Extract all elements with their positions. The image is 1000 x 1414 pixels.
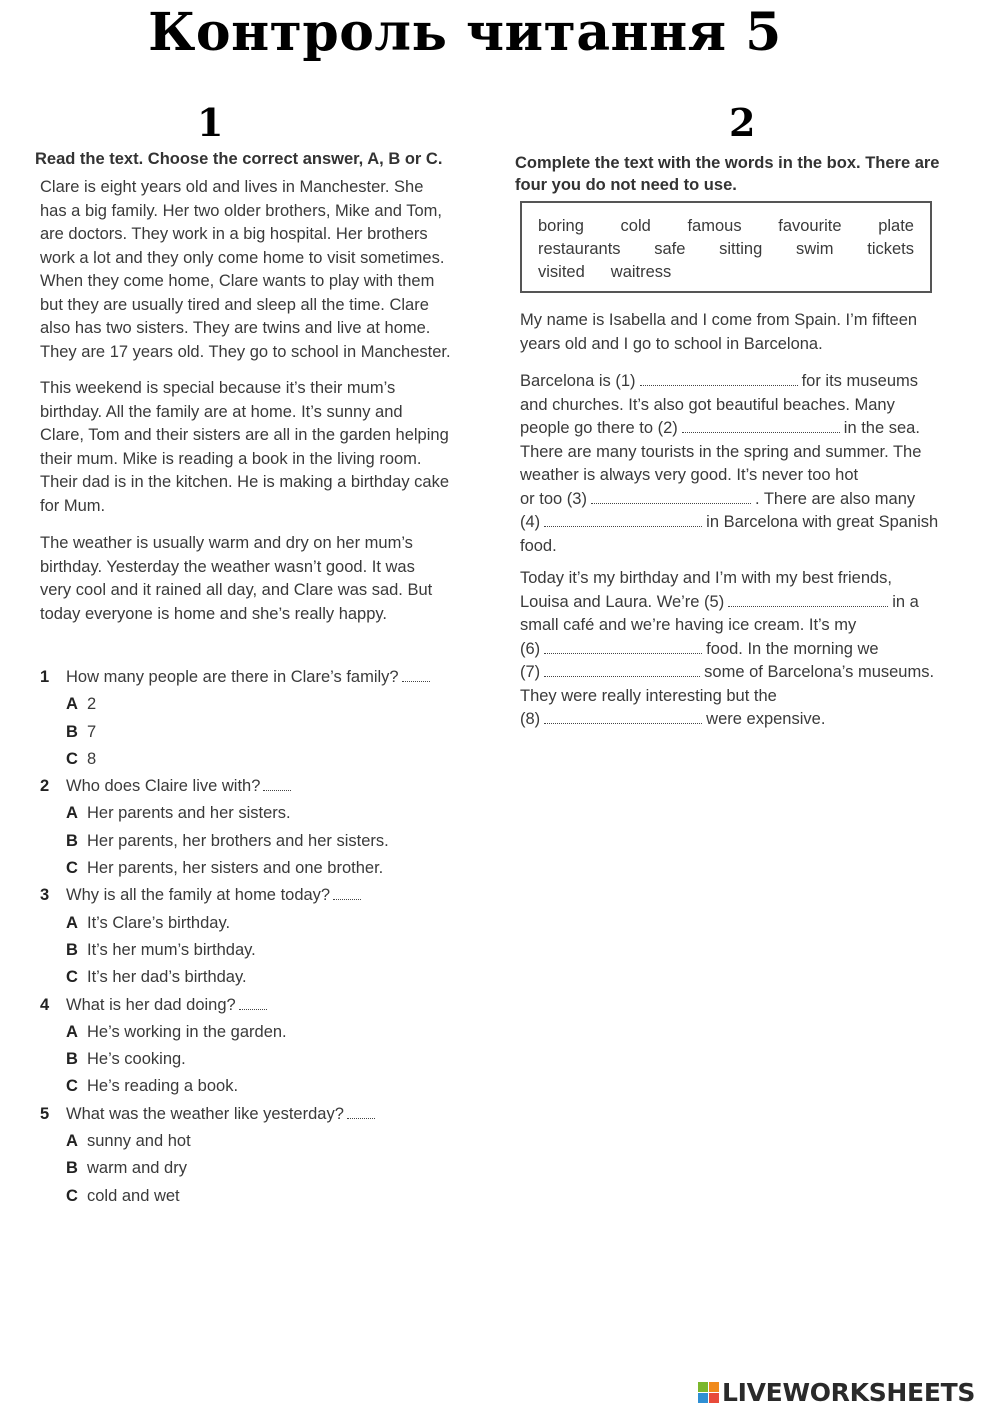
option-letter: B (66, 940, 78, 959)
question-number: 4 (40, 995, 50, 1014)
option-3b[interactable] (40, 937, 430, 964)
text-line: birthday. All the family are at home. It’s sunny and (40, 402, 403, 421)
section-2-number: 2 (729, 100, 756, 145)
section-1-instruction: Read the text. Choose the correct answer, A, B or C. (35, 150, 443, 168)
text-line: Their dad is in the kitchen. He is making a birthday cake (40, 473, 450, 491)
word: tickets (867, 240, 914, 258)
text-line: Today it’s my birthday and I’m with my best friends, (520, 569, 893, 587)
option-5a[interactable] (40, 1128, 430, 1155)
reading-paragraph-1 (40, 176, 451, 364)
option-1c[interactable] (40, 746, 430, 773)
gap-1[interactable] (640, 371, 798, 386)
text-line: are doctors. They work in a big hospital. Her brothers (40, 225, 428, 243)
gap-4[interactable] (544, 512, 702, 527)
question-list (40, 664, 430, 1210)
text-line: My name is Isabella and I come from Spain. I’m fifteen (520, 311, 918, 329)
text-line: They are 17 years old. They go to school in Manchester. (40, 342, 451, 361)
option-text: It’s Clare’s birthday. (87, 913, 231, 932)
option-letter: C (66, 859, 78, 878)
option-letter: B (66, 1159, 78, 1178)
option-4c[interactable] (40, 1073, 430, 1100)
text-line: people go there to (2) in the sea. (520, 419, 920, 437)
text-line: has a big family. Her two older brothers, Mike and Tom, (40, 201, 442, 220)
question-1 (40, 664, 430, 691)
question-text: What was the weather like yesterday? (66, 1104, 344, 1123)
instruction-line: Complete the text with the words in the box. There are (515, 154, 940, 172)
gap-3[interactable] (591, 489, 751, 504)
question-number: 1 (40, 668, 50, 686)
option-letter: A (66, 804, 78, 823)
page-title: Контроль читання 5 (148, 2, 782, 63)
text-line: There are many tourists in the spring and summer. The (520, 442, 922, 461)
text-line: They were really interesting but the (520, 686, 777, 705)
option-text: He’s reading a book. (87, 1077, 239, 1096)
option-text: It’s her dad’s birthday. (87, 968, 247, 987)
liveworksheets-logo (698, 1378, 975, 1407)
word: waitress (610, 263, 672, 281)
option-4b[interactable] (40, 1046, 430, 1073)
option-text: warm and dry (87, 1159, 187, 1178)
word-row (538, 217, 914, 236)
gap-7[interactable] (544, 662, 700, 677)
instruction-line: four you do not need to use. (515, 176, 737, 194)
text-line: but they are usually tired and sleep all the time. Clare (40, 295, 429, 314)
option-2a[interactable] (40, 800, 430, 827)
option-letter: B (66, 831, 78, 850)
option-5c[interactable] (40, 1183, 430, 1210)
option-letter: C (66, 1186, 78, 1205)
text-line: Clare is eight years old and lives in Manchester. She (40, 178, 424, 196)
word: sitting (719, 240, 763, 258)
gap-5[interactable] (728, 592, 888, 607)
option-5b[interactable] (40, 1155, 430, 1182)
logo-text: LIVEWORKSHEETS (722, 1378, 976, 1407)
option-4a[interactable] (40, 1019, 430, 1046)
option-text: He’s cooking. (87, 1050, 186, 1069)
answer-blank[interactable] (263, 776, 291, 791)
word-row (538, 263, 914, 282)
option-letter: A (66, 695, 78, 714)
option-letter: A (66, 1022, 78, 1041)
option-text: Her parents and her sisters. (87, 804, 291, 823)
word: plate (878, 217, 914, 235)
option-text: It’s her mum’s birthday. (87, 940, 256, 959)
gap-2[interactable] (682, 418, 840, 433)
question-text: How many people are there in Clare’s family? (66, 668, 399, 686)
text-paragraph-3 (520, 567, 934, 732)
question-number: 5 (40, 1104, 50, 1123)
text-line: food. (520, 536, 557, 555)
option-1a[interactable] (40, 691, 430, 718)
option-text: 7 (87, 722, 97, 741)
word: cold (620, 217, 651, 235)
option-text: Her parents, her sisters and one brother. (87, 859, 384, 878)
gap-6[interactable] (544, 639, 702, 654)
word-row (538, 240, 914, 259)
answer-blank[interactable] (347, 1104, 375, 1119)
text-line: and churches. It’s also got beautiful beaches. Many (520, 395, 895, 414)
text-line: This weekend is special because it’s their mum’s (40, 379, 396, 397)
option-3a[interactable] (40, 910, 430, 937)
text-line: Barcelona is (1) for its museums (520, 372, 919, 390)
answer-blank[interactable] (239, 995, 267, 1010)
word: restaurants (538, 240, 621, 258)
question-text: What is her dad doing? (66, 995, 236, 1014)
word-box (520, 201, 932, 293)
word: boring (538, 217, 584, 235)
option-letter: A (66, 1132, 78, 1151)
question-5 (40, 1101, 430, 1128)
option-text: He’s working in the garden. (87, 1022, 287, 1041)
option-2c[interactable] (40, 855, 430, 882)
question-number: 2 (40, 777, 50, 796)
text-line: birthday. Yesterday the weather wasn’t good. It was (40, 557, 415, 576)
answer-blank[interactable] (402, 667, 430, 682)
word: swim (795, 240, 834, 258)
option-letter: A (66, 913, 78, 932)
section-2-instruction (515, 152, 939, 196)
option-letter: C (66, 968, 78, 987)
question-number: 3 (40, 886, 50, 905)
reading-paragraph-3 (40, 532, 432, 626)
option-letter: C (66, 749, 78, 768)
text-line: The weather is usually warm and dry on her mum’s (40, 534, 413, 552)
text-line: or too (3) . There are also many (520, 489, 916, 508)
word: visited (538, 263, 585, 281)
text-line: (4) in Barcelona with great Spanish (520, 513, 939, 531)
text-line: (6) food. In the morning we (520, 639, 879, 658)
word: favourite (778, 217, 842, 235)
text-line: their mum. Mike is reading a book in the living room. (40, 449, 422, 468)
section-1-number: 1 (197, 100, 224, 145)
question-4 (40, 992, 430, 1019)
word: safe (654, 240, 686, 258)
option-letter: B (66, 1050, 78, 1069)
option-text: 2 (87, 695, 97, 714)
option-text: Her parents, her brothers and her sisters. (87, 831, 389, 850)
question-text: Why is all the family at home today? (66, 886, 331, 905)
text-intro (520, 309, 917, 356)
text-line: very cool and it rained all day, and Clare was sad. But (40, 581, 433, 599)
text-line: Clare, Tom and their sisters are all in the garden helping (40, 426, 449, 444)
option-text: 8 (87, 749, 97, 768)
option-2b[interactable] (40, 828, 430, 855)
logo-icon (698, 1382, 719, 1403)
text-line: (7) some of Barcelona’s museums. (520, 663, 935, 681)
word: famous (687, 217, 742, 235)
text-line: (8) were expensive. (520, 710, 826, 728)
text-line: work a lot and they only come home to visit sometimes. (40, 248, 445, 267)
text-line: years old and I go to school in Barcelona. (520, 334, 823, 353)
question-2 (40, 773, 430, 800)
answer-blank[interactable] (333, 885, 361, 900)
question-text: Who does Claire live with? (66, 777, 261, 796)
gap-8[interactable] (544, 709, 702, 724)
text-line: today everyone is home and she’s really happy. (40, 604, 388, 623)
question-3 (40, 882, 430, 909)
text-line: weather is always very good. It’s never too hot (520, 466, 859, 484)
reading-paragraph-2 (40, 377, 449, 518)
option-letter: C (66, 1077, 78, 1096)
text-line: small café and we’re having ice cream. It’s my (520, 616, 857, 634)
text-line: for Mum. (40, 496, 106, 515)
text-line: also has two sisters. They are twins and live at home. (40, 319, 431, 337)
text-paragraph-2 (520, 370, 938, 558)
text-line: Louisa and Laura. We’re (5) in a (520, 592, 919, 611)
text-line: When they come home, Clare wants to play with them (40, 272, 435, 290)
option-letter: B (66, 722, 78, 741)
option-1b[interactable] (40, 719, 430, 746)
option-3c[interactable] (40, 964, 430, 991)
option-text: sunny and hot (87, 1132, 191, 1151)
option-text: cold and wet (87, 1186, 180, 1205)
